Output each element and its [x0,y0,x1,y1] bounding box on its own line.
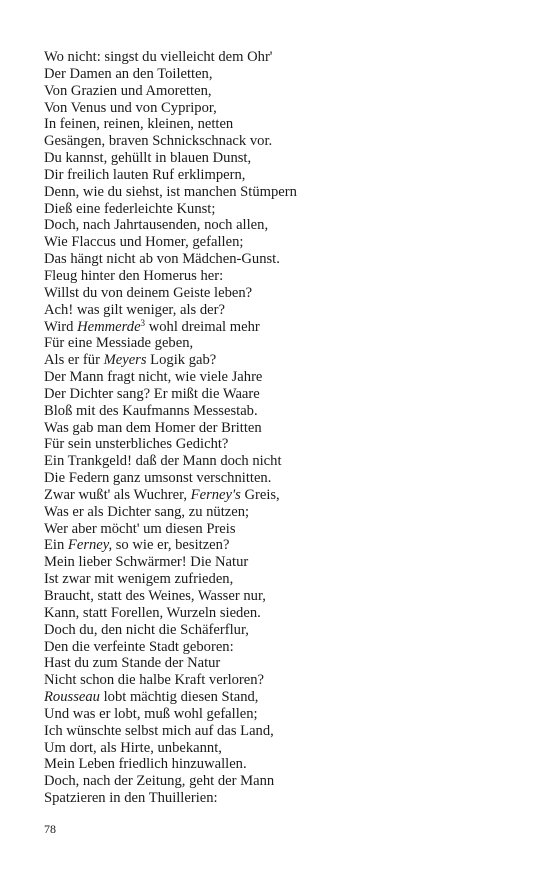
poem-line [44,167,524,184]
poem-line [44,672,524,689]
line-text: Wie Flaccus und Homer, gefallen; [44,234,244,251]
line-text: Spatzieren in den Thuillerien: [44,790,218,807]
poem-line [44,554,524,571]
line-text: Du kannst, gehüllt in blauen Dunst, [44,150,252,167]
line-text: so wie er, besitzen? [112,537,230,554]
poem-line [44,251,524,268]
poem-line [44,504,524,521]
line-text: Doch, nach der Zeitung, geht der Mann [44,773,275,790]
poem-line [44,217,524,234]
line-text: Denn, wie du siehst, ist manchen Stümpern [44,183,297,200]
poem-line [44,521,524,538]
poem-line [44,723,524,740]
line-text: Von Venus und von Cypripor, [44,99,217,116]
line-text: Um dort, als Hirte, unbekannt, [44,739,222,756]
poem-text-block [44,49,524,807]
line-text: wohl dreimal mehr [145,318,260,335]
line-text: Doch du, den nicht die Schäferflur, [44,621,249,638]
poem-line [44,689,524,706]
poem-line [44,571,524,588]
poem-line [44,133,524,150]
line-text: Zwar wußt' als Wuchrer, [44,486,191,503]
footnote-marker: 3 [140,317,146,328]
poem-line [44,790,524,807]
poem-line [44,622,524,639]
poem-line [44,537,524,554]
poem-line [44,116,524,133]
poem-line [44,369,524,386]
poem-line [44,420,524,437]
line-text: Ach! was gilt weniger, als der? [44,301,225,318]
poem-line [44,588,524,605]
line-text: Was gab man dem Homer der Britten [44,419,262,436]
poem-line [44,436,524,453]
poem-line [44,386,524,403]
poem-line [44,706,524,723]
line-text: Was er als Dichter sang, zu nützen; [44,503,250,520]
poem-line [44,100,524,117]
poem-line [44,49,524,66]
line-text: Und was er lobt, muß wohl gefallen; [44,705,258,722]
line-text: Kann, statt Forellen, Wurzeln sieden. [44,604,261,621]
poem-line [44,335,524,352]
poem-line [44,268,524,285]
poem-line [44,319,524,336]
line-text: Ein Trankgeld! daß der Mann doch nicht [44,453,282,470]
line-text: Bloß mit des Kaufmanns Messestab. [44,402,258,419]
line-text: Ich wünschte selbst mich auf das Land, [44,722,274,739]
line-text: Ist zwar mit wenigem zufrieden, [44,571,234,588]
poem-line [44,756,524,773]
line-text: Wer aber möcht' um diesen Preis [44,520,236,537]
line-text: Für sein unsterbliches Gedicht? [44,436,229,453]
line-text: Für eine Messiade geben, [44,335,194,352]
line-text: Wird [44,318,78,335]
line-text: Mein lieber Schwärmer! Die Natur [44,554,249,571]
page-number: 78 [44,822,56,836]
line-text: Gesängen, braven Schnickschnack vor. [44,133,273,150]
poem-line [44,201,524,218]
line-text: Hast du zum Stande der Natur [44,655,221,672]
line-text: In feinen, reinen, kleinen, netten [44,116,234,133]
poem-line [44,639,524,656]
line-text: Dir freilich lauten Ruf erklimpern, [44,166,246,183]
line-text: Der Damen an den Toiletten, [44,65,213,82]
line-text: Willst du von deinem Geiste leben? [44,284,253,301]
line-text: Den die verfeinte Stadt geboren: [44,638,234,655]
poem-line [44,83,524,100]
poem-line [44,285,524,302]
line-text: Von Grazien und Amoretten, [44,82,212,99]
emphasized-name: Rousseau [44,689,100,706]
poem-line [44,150,524,167]
poem-line [44,453,524,470]
emphasized-name: Ferney's [190,486,241,503]
line-text: Greis, [240,486,280,503]
line-text: Fleug hinter den Homerus her: [44,267,224,284]
line-text: Ein [44,537,68,554]
poem-line [44,487,524,504]
line-text: lobt mächtig diesen Stand, [99,689,259,706]
line-text: Das hängt nicht ab von Mädchen-Gunst. [44,251,280,268]
line-text: Die Federn ganz umsonst verschnitten. [44,470,272,487]
poem-line [44,403,524,420]
line-text: Wo nicht: singst du vielleicht dem Ohr' [44,49,273,65]
poem-line [44,66,524,83]
emphasized-name: Meyers [103,352,147,369]
line-text: Mein Leben friedlich hinzuwallen. [44,756,247,773]
line-text: Der Dichter sang? Er mißt die Waare [44,385,260,402]
poem-line [44,302,524,319]
poem-line [44,470,524,487]
line-text: Doch, nach Jahrtausenden, noch allen, [44,217,269,234]
emphasized-name: Ferney, [67,537,113,554]
poem-line [44,184,524,201]
poem-line [44,740,524,757]
line-text: Braucht, statt des Weines, Wasser nur, [44,588,266,604]
poem-line [44,352,524,369]
poem-line [44,773,524,790]
line-text: Logik gab? [146,352,217,369]
poem-line [44,655,524,672]
poem-line [44,234,524,251]
line-text: Dieß eine federleichte Kunst; [44,200,216,217]
line-text: Der Mann fragt nicht, wie viele Jahre [44,369,263,386]
poem-line [44,605,524,622]
line-text: Nicht schon die halbe Kraft verloren? [44,672,265,689]
line-text: Als er für [44,352,104,369]
emphasized-name: Hemmerde [77,318,141,335]
